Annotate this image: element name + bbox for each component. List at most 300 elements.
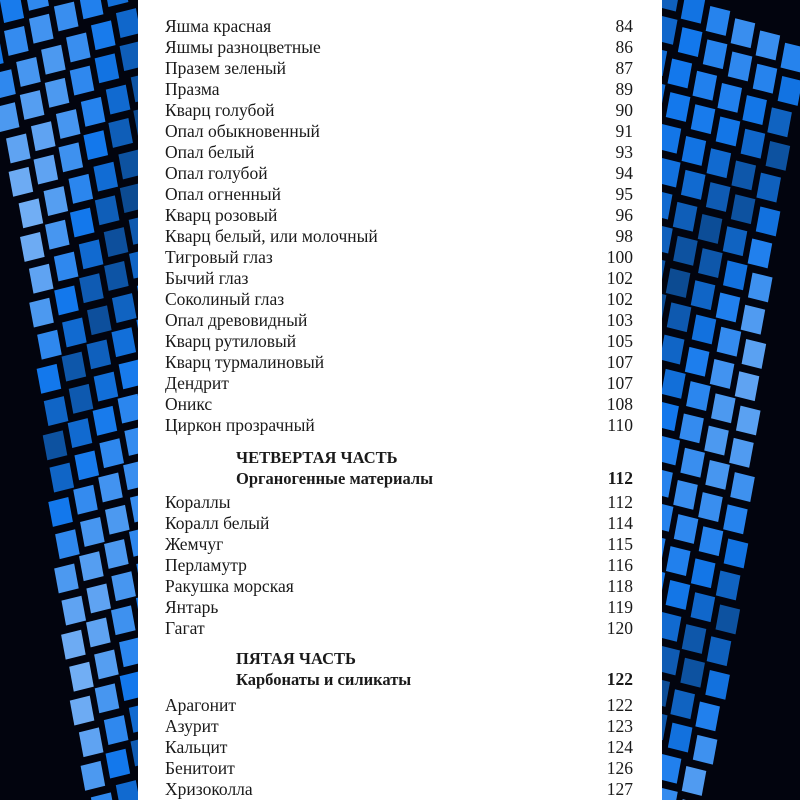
background-tile bbox=[662, 436, 680, 466]
background-tile bbox=[48, 497, 73, 527]
toc-entry-title: Жемчуг bbox=[165, 534, 224, 554]
section-page: 122 bbox=[606, 669, 633, 689]
background-tile bbox=[662, 568, 665, 598]
toc-entry bbox=[138, 415, 662, 436]
background-tile bbox=[45, 220, 70, 250]
background-tile bbox=[705, 670, 730, 700]
background-tile bbox=[691, 104, 716, 134]
part-five-section bbox=[138, 669, 662, 690]
background-tile bbox=[79, 551, 104, 581]
background-tile bbox=[116, 8, 138, 38]
background-tile bbox=[716, 604, 741, 634]
toc-entry bbox=[138, 737, 662, 758]
background-tile bbox=[662, 646, 680, 676]
toc-entry-page: 120 bbox=[606, 618, 633, 638]
toc-entry bbox=[138, 758, 662, 779]
toc-entry-page: 100 bbox=[606, 247, 633, 267]
background-tile bbox=[123, 460, 138, 490]
background-tile bbox=[681, 170, 706, 200]
toc-entry-title: Янтарь bbox=[165, 597, 219, 617]
background-tile bbox=[44, 186, 69, 216]
toc-entry-page: 108 bbox=[606, 394, 633, 414]
background-tile bbox=[692, 315, 717, 345]
toc-entry bbox=[138, 100, 662, 121]
toc-entry-page: 122 bbox=[606, 695, 633, 715]
background-tile bbox=[667, 302, 692, 332]
background-tile bbox=[62, 352, 87, 382]
background-tile bbox=[98, 473, 123, 503]
toc-entry bbox=[138, 226, 662, 247]
background-tile bbox=[778, 76, 800, 106]
toc-entry-title: Коралл белый bbox=[165, 513, 270, 533]
toc-entry-page: 93 bbox=[615, 142, 633, 162]
background-tile bbox=[45, 78, 70, 108]
background-tile bbox=[120, 41, 138, 71]
toc-entry bbox=[138, 352, 662, 373]
background-tile bbox=[29, 264, 54, 294]
background-tile bbox=[95, 683, 120, 713]
background-tile bbox=[66, 33, 91, 63]
background-tile bbox=[83, 130, 108, 160]
background-tile bbox=[70, 66, 95, 96]
toc-entry bbox=[138, 513, 662, 534]
background-tile bbox=[105, 505, 130, 535]
background-tile bbox=[707, 636, 732, 666]
background-tile bbox=[682, 136, 707, 166]
background-tile bbox=[31, 121, 56, 151]
background-tile bbox=[54, 285, 79, 315]
toc-entry-title: Тигровый глаз bbox=[165, 247, 273, 267]
toc-entry-title: Соколиный глаз bbox=[165, 289, 285, 309]
background-tile bbox=[662, 15, 678, 45]
background-tile bbox=[717, 327, 742, 357]
toc-entry bbox=[138, 16, 662, 37]
background-tile bbox=[58, 142, 83, 172]
background-tile bbox=[80, 517, 105, 547]
toc-entry-page: 84 bbox=[615, 16, 633, 36]
background-tile bbox=[731, 160, 756, 190]
background-tile bbox=[695, 701, 720, 731]
background-tile bbox=[79, 273, 104, 303]
section-page: 112 bbox=[607, 468, 633, 488]
toc-entry-title: Опал огненный bbox=[165, 184, 281, 204]
background-tile bbox=[691, 280, 716, 310]
toc-entry bbox=[138, 534, 662, 555]
background-tile bbox=[129, 527, 138, 557]
part-four-section bbox=[138, 468, 662, 489]
background-tile bbox=[74, 450, 99, 480]
background-tile bbox=[662, 335, 684, 365]
background-tile bbox=[19, 198, 44, 228]
background-tile bbox=[742, 339, 767, 369]
toc-entry-page: 103 bbox=[606, 310, 633, 330]
background-tile bbox=[716, 571, 741, 601]
toc-entry-page: 91 bbox=[615, 121, 633, 141]
toc-entry-page: 87 bbox=[615, 58, 633, 78]
background-tile bbox=[124, 426, 138, 456]
toc-entry bbox=[138, 331, 662, 352]
background-tile bbox=[43, 430, 68, 460]
toc-entry-title: Арагонит bbox=[165, 695, 237, 715]
background-tile bbox=[69, 384, 94, 414]
background-tile bbox=[54, 2, 79, 32]
background-tile bbox=[79, 239, 104, 269]
background-tile bbox=[86, 583, 111, 613]
background-tile bbox=[666, 546, 691, 576]
toc-entry-title: Опал голубой bbox=[165, 163, 268, 183]
background-tile bbox=[704, 426, 729, 456]
background-tile bbox=[730, 472, 755, 502]
background-tile bbox=[119, 637, 138, 667]
background-tile bbox=[728, 52, 753, 82]
background-tile bbox=[16, 57, 41, 87]
toc-entry-title: Празем зеленый bbox=[165, 58, 286, 78]
background-tile bbox=[69, 662, 94, 692]
background-tile bbox=[682, 624, 707, 654]
toc-entry-title: Яшмы разноцветные bbox=[165, 37, 321, 57]
background-tile bbox=[662, 290, 666, 320]
background-tile bbox=[130, 736, 138, 766]
toc-entry-title: Циркон прозрачный bbox=[165, 415, 315, 435]
book-page-table-of-contents bbox=[138, 0, 662, 800]
background-tile bbox=[129, 703, 138, 733]
background-tile bbox=[673, 236, 698, 266]
background-tile bbox=[698, 492, 723, 522]
background-tile bbox=[54, 564, 79, 594]
background-tile bbox=[0, 0, 24, 23]
background-tile bbox=[129, 215, 138, 245]
toc-entry-title: Азурит bbox=[165, 716, 219, 736]
background-tile bbox=[62, 318, 87, 348]
background-tile bbox=[716, 117, 741, 147]
toc-entry bbox=[138, 205, 662, 226]
background-tile bbox=[686, 381, 711, 411]
background-tile bbox=[662, 787, 678, 800]
background-tile bbox=[0, 69, 16, 99]
background-tile bbox=[662, 534, 666, 564]
background-tile bbox=[662, 710, 668, 740]
background-tile bbox=[54, 252, 79, 282]
background-tile bbox=[662, 612, 681, 642]
toc-entry-page: 90 bbox=[615, 100, 633, 120]
background-tile bbox=[679, 413, 704, 443]
background-tile bbox=[703, 39, 728, 69]
background-tile bbox=[94, 650, 119, 680]
background-tile bbox=[682, 766, 707, 796]
background-tile bbox=[705, 460, 730, 490]
background-tile bbox=[756, 173, 781, 203]
background-tile bbox=[34, 155, 59, 185]
background-tile bbox=[662, 754, 681, 784]
background-tile bbox=[711, 393, 736, 423]
background-tile bbox=[741, 129, 766, 159]
toc-entry bbox=[138, 142, 662, 163]
toc-entry-title: Кальцит bbox=[165, 737, 228, 757]
background-tile bbox=[61, 596, 86, 626]
background-tile bbox=[93, 162, 118, 192]
toc-entry-page: 107 bbox=[606, 352, 633, 372]
toc-entry-title: Кораллы bbox=[165, 492, 231, 512]
background-tile bbox=[736, 406, 761, 436]
background-tile bbox=[99, 438, 124, 468]
background-tile bbox=[87, 305, 112, 335]
background-tile bbox=[86, 618, 111, 648]
toc-entry-page: 123 bbox=[606, 716, 633, 736]
background-tile bbox=[767, 107, 792, 137]
section-title: Карбонаты и силикаты bbox=[236, 670, 412, 689]
toc-entry-title: Кварц розовый bbox=[165, 205, 278, 225]
background-tile bbox=[50, 463, 75, 493]
background-tile bbox=[44, 396, 69, 426]
background-tile bbox=[662, 468, 673, 498]
background-tile bbox=[698, 248, 723, 278]
toc-entry-title: Празма bbox=[165, 79, 220, 99]
background-tile bbox=[698, 214, 723, 244]
toc-entry-title: Кварц голубой bbox=[165, 100, 275, 120]
background-tile bbox=[106, 85, 131, 115]
background-tile bbox=[94, 372, 119, 402]
background-tile bbox=[41, 45, 66, 75]
background-tile bbox=[681, 0, 706, 24]
background-tile bbox=[673, 480, 698, 510]
background-tile bbox=[91, 792, 116, 800]
background-tile bbox=[731, 194, 756, 224]
toc-entry-title: Яшма красная bbox=[165, 16, 272, 36]
background-tile bbox=[68, 174, 93, 204]
background-tile bbox=[731, 18, 756, 48]
toc-entry-title: Кварц белый, или молочный bbox=[165, 226, 378, 246]
background-tile bbox=[699, 526, 724, 556]
background-tile bbox=[87, 339, 112, 369]
part-five-heading: ПЯТАЯ ЧАСТЬ bbox=[236, 649, 356, 668]
background-tile bbox=[55, 529, 80, 559]
toc-entry-title: Хризоколла bbox=[165, 779, 253, 799]
toc-entry-page: 116 bbox=[607, 555, 633, 575]
background-tile bbox=[723, 226, 748, 256]
background-tile bbox=[70, 208, 95, 238]
toc-entry-page: 98 bbox=[615, 226, 633, 246]
toc-entry-title: Опал белый bbox=[165, 142, 255, 162]
background-tile bbox=[79, 0, 104, 19]
toc-entry-page: 95 bbox=[615, 184, 633, 204]
background-tile bbox=[706, 182, 731, 212]
background-tile bbox=[662, 158, 681, 188]
toc-entry bbox=[138, 121, 662, 142]
background-tile bbox=[104, 227, 129, 257]
toc-entry-page: 94 bbox=[615, 163, 633, 183]
background-tile bbox=[724, 539, 749, 569]
background-tile bbox=[691, 592, 716, 622]
toc-entry-page: 89 bbox=[615, 79, 633, 99]
background-tile bbox=[680, 448, 705, 478]
background-tile bbox=[0, 38, 4, 68]
background-tile bbox=[710, 359, 735, 389]
background-tile bbox=[68, 418, 93, 448]
part-four-heading: ЧЕТВЕРТАЯ ЧАСТЬ bbox=[236, 448, 398, 467]
background-tile bbox=[91, 20, 116, 50]
toc-entry bbox=[138, 268, 662, 289]
background-tile bbox=[81, 761, 106, 791]
background-tile bbox=[748, 238, 773, 268]
toc-entry bbox=[138, 555, 662, 576]
toc-entry-title: Перламутр bbox=[165, 555, 247, 575]
toc-entry-title: Бычий глаз bbox=[165, 268, 249, 288]
background-tiles-right bbox=[662, 0, 800, 800]
background-tile bbox=[81, 97, 106, 127]
background-tile bbox=[104, 539, 129, 569]
background-tile bbox=[104, 261, 129, 291]
background-tile bbox=[24, 0, 49, 11]
background-tile bbox=[670, 689, 695, 719]
background-tile bbox=[673, 202, 698, 232]
toc-entry-page: 124 bbox=[606, 737, 633, 757]
background-tile bbox=[717, 83, 742, 113]
background-tile bbox=[116, 780, 138, 800]
toc-entry-title: Опал древовидный bbox=[165, 310, 308, 330]
background-tile bbox=[662, 369, 686, 399]
background-tile bbox=[662, 502, 673, 532]
background-tile bbox=[29, 14, 54, 44]
background-tile bbox=[37, 330, 62, 360]
toc-entry-title: Дендрит bbox=[165, 373, 229, 393]
background-tile bbox=[680, 658, 705, 688]
background-tile bbox=[73, 485, 98, 515]
toc-entry-page: 115 bbox=[607, 534, 633, 554]
background-tile bbox=[766, 141, 791, 171]
background-tile bbox=[723, 504, 748, 534]
toc-entry bbox=[138, 247, 662, 268]
toc-entry-page: 102 bbox=[606, 268, 633, 288]
toc-entry bbox=[138, 576, 662, 597]
toc-entry-page: 96 bbox=[615, 205, 633, 225]
background-tile bbox=[666, 580, 691, 610]
toc-entry-page: 86 bbox=[615, 37, 633, 57]
toc-entry-page: 110 bbox=[607, 415, 633, 435]
background-tile bbox=[120, 671, 138, 701]
background-tile bbox=[707, 148, 732, 178]
toc-entry-page: 112 bbox=[607, 492, 633, 512]
background-tile bbox=[120, 183, 138, 213]
toc-entry-title: Кварц рутиловый bbox=[165, 331, 297, 351]
toc-entry-page: 105 bbox=[606, 331, 633, 351]
background-tile bbox=[706, 6, 731, 36]
background-tile bbox=[6, 134, 31, 164]
toc-entry bbox=[138, 163, 662, 184]
background-tile bbox=[129, 249, 138, 279]
background-tile bbox=[742, 95, 767, 125]
background-tile bbox=[108, 118, 133, 148]
background-tile bbox=[104, 0, 129, 7]
toc-entry bbox=[138, 695, 662, 716]
toc-entry-page: 126 bbox=[606, 758, 633, 778]
toc-entry bbox=[138, 492, 662, 513]
background-tile bbox=[723, 260, 748, 290]
background-tile bbox=[691, 558, 716, 588]
background-tile bbox=[662, 224, 673, 254]
section-title: Органогенные материалы bbox=[236, 469, 434, 488]
toc-entry bbox=[138, 58, 662, 79]
background-tile bbox=[756, 207, 781, 237]
background-tile bbox=[735, 371, 760, 401]
toc-entry-page: 118 bbox=[607, 576, 633, 596]
background-tile bbox=[668, 59, 693, 89]
background-tile bbox=[118, 394, 138, 424]
background-tile bbox=[741, 305, 766, 335]
background-tile bbox=[95, 53, 120, 83]
background-tile bbox=[662, 46, 667, 76]
background-tile bbox=[29, 298, 54, 328]
background-tile bbox=[666, 92, 691, 122]
toc-entry bbox=[138, 394, 662, 415]
background-tile bbox=[61, 630, 86, 660]
background-tile bbox=[111, 571, 136, 601]
background-tile bbox=[753, 64, 778, 94]
background-tile bbox=[693, 735, 718, 765]
background-tile bbox=[662, 677, 670, 707]
background-tile bbox=[131, 72, 138, 102]
toc-entry bbox=[138, 618, 662, 639]
toc-entry-title: Оникс bbox=[165, 394, 213, 414]
toc-entry-page: 119 bbox=[607, 597, 633, 617]
toc-entry-title: Гагат bbox=[165, 618, 205, 638]
toc-entry-page: 102 bbox=[606, 289, 633, 309]
toc-entry-page: 127 bbox=[606, 779, 633, 799]
background-tile bbox=[678, 27, 703, 57]
background-tile bbox=[130, 493, 138, 523]
toc-entry-title: Бенитоит bbox=[165, 758, 235, 778]
background-tile bbox=[729, 438, 754, 468]
toc-entry-title: Ракушка морская bbox=[165, 576, 294, 596]
background-tile bbox=[111, 327, 136, 357]
background-tile bbox=[748, 273, 773, 303]
background-tile bbox=[9, 167, 34, 197]
background-tile bbox=[662, 401, 679, 431]
background-tile bbox=[20, 90, 45, 120]
toc-entry bbox=[138, 79, 662, 100]
background-tile bbox=[692, 71, 717, 101]
background-tile bbox=[781, 43, 800, 73]
toc-entry-title: Опал обыкновенный bbox=[165, 121, 320, 141]
background-tile bbox=[674, 514, 699, 544]
toc-entry bbox=[138, 779, 662, 800]
background-tile bbox=[106, 749, 131, 779]
background-tile bbox=[56, 109, 81, 139]
toc-entry bbox=[138, 289, 662, 310]
toc-entry-page: 114 bbox=[607, 513, 633, 533]
background-tile bbox=[112, 293, 137, 323]
background-tile bbox=[95, 195, 120, 225]
toc-entry bbox=[138, 37, 662, 58]
toc-entry bbox=[138, 184, 662, 205]
background-tile bbox=[668, 723, 693, 753]
background-tile bbox=[37, 364, 62, 394]
background-tile bbox=[716, 293, 741, 323]
background-tile bbox=[662, 256, 665, 286]
toc-entry bbox=[138, 597, 662, 618]
background-tile bbox=[0, 102, 19, 132]
background-tile bbox=[70, 696, 95, 726]
background-tile bbox=[662, 0, 680, 11]
toc-entry bbox=[138, 373, 662, 394]
toc-entry bbox=[138, 716, 662, 737]
background-tile bbox=[756, 30, 781, 60]
background-tile bbox=[20, 232, 45, 262]
background-tile bbox=[118, 149, 138, 179]
background-tile bbox=[104, 715, 129, 745]
background-tile bbox=[93, 406, 118, 436]
toc-entry-title: Кварц турмалиновый bbox=[165, 352, 325, 372]
background-tile bbox=[119, 359, 138, 389]
